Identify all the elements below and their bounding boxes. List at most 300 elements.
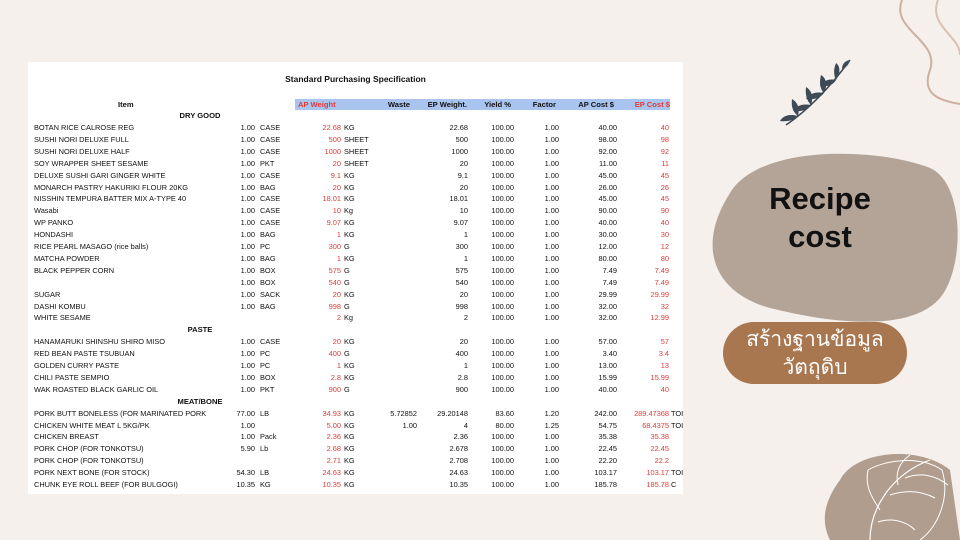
cell-factor: 1.20 bbox=[544, 408, 559, 418]
cell-qty: 1.00 bbox=[240, 253, 255, 263]
table-row bbox=[28, 241, 683, 253]
cell-epc: 40 bbox=[660, 123, 669, 132]
cell-epc: 57 bbox=[660, 337, 669, 347]
cell-unit: PC bbox=[260, 349, 271, 359]
cell-apw: 2.68 bbox=[326, 444, 341, 454]
monstera-leaf-decoration bbox=[810, 440, 960, 540]
heading-line-2: cost bbox=[788, 219, 852, 254]
cell-yield: 100.00 bbox=[491, 277, 514, 287]
table-row bbox=[28, 253, 683, 265]
cell-apw: 1 bbox=[336, 253, 341, 263]
cell-qty: 1.00 bbox=[240, 123, 255, 132]
cell-factor: 1.00 bbox=[544, 384, 559, 394]
cell-apw: 998 bbox=[328, 301, 341, 311]
cell-unit: CASE bbox=[260, 134, 281, 144]
cell-apu: KG bbox=[344, 420, 355, 430]
cell-name: MONARCH PASTRY HAKURIKI FLOUR 20KG bbox=[34, 182, 189, 192]
cell-apc: 11.00 bbox=[599, 158, 617, 168]
cell-factor: 1.00 bbox=[544, 301, 559, 311]
cell-factor: 1.00 bbox=[544, 456, 559, 466]
cell-apw: 20 bbox=[332, 158, 341, 168]
cell-apw: 34.93 bbox=[322, 408, 341, 418]
header-ep-weight: EP Weight. bbox=[410, 99, 468, 110]
cell-apw: 20 bbox=[332, 182, 341, 192]
cell-factor: 1.25 bbox=[544, 420, 559, 430]
cell-yield: 100.00 bbox=[491, 218, 514, 228]
cell-epw: 998 bbox=[455, 301, 468, 311]
cell-epc: 185.78 bbox=[646, 480, 669, 489]
cell-name: PORK CHOP (FOR TONKOTSU) bbox=[34, 444, 144, 454]
cell-epc: 40 bbox=[660, 384, 669, 394]
cell-factor: 1.00 bbox=[544, 372, 559, 382]
cell-apw: 20 bbox=[332, 337, 341, 347]
table-row bbox=[28, 360, 683, 372]
cell-factor: 1.00 bbox=[544, 182, 559, 192]
cell-epw: 2 bbox=[463, 313, 468, 323]
cell-qty: 1.00 bbox=[240, 372, 255, 382]
cell-epw: 18.01 bbox=[449, 194, 468, 204]
cell-apw: 500 bbox=[328, 134, 341, 144]
cell-epw: 20 bbox=[459, 337, 468, 347]
cell-apu: KG bbox=[344, 372, 355, 382]
cell-epw: 22.68 bbox=[449, 123, 468, 132]
table-row bbox=[28, 146, 683, 158]
cell-apw: 2.36 bbox=[326, 432, 341, 442]
cell-apc: 26.00 bbox=[598, 182, 617, 192]
cell-apc: 103.17 bbox=[594, 468, 617, 478]
cell-epc: 7.49 bbox=[654, 277, 669, 287]
cell-epc: 45 bbox=[660, 170, 669, 180]
cell-apu: KG bbox=[344, 468, 355, 478]
cell-yield: 100.00 bbox=[491, 444, 514, 454]
cell-unit: CASE bbox=[260, 194, 281, 204]
cell-epw: 20 bbox=[459, 158, 468, 168]
cell-epw: 1 bbox=[463, 253, 468, 263]
cell-apc: 32.00 bbox=[598, 301, 617, 311]
cell-yield: 100.00 bbox=[491, 456, 514, 466]
cell-qty: 54.30 bbox=[236, 468, 255, 478]
cell-apu: KG bbox=[344, 253, 355, 263]
cell-factor: 1.00 bbox=[544, 349, 559, 359]
section-meat: MEAT/BONE bbox=[177, 396, 223, 406]
cell-name: CHILI PASTE SEMPIO bbox=[34, 372, 110, 382]
cell-epw: 575 bbox=[455, 265, 468, 275]
cell-epw: 1 bbox=[463, 230, 468, 240]
cell-unit: Lb bbox=[260, 444, 269, 454]
cell-unit: BOX bbox=[260, 277, 276, 287]
cell-name: MATCHA POWDER bbox=[34, 253, 100, 263]
cell-epc: 13 bbox=[660, 361, 669, 370]
cell-apc: 57.00 bbox=[598, 337, 617, 347]
cell-factor: 1.00 bbox=[544, 230, 559, 240]
cell-apu: KG bbox=[344, 218, 355, 228]
table-row bbox=[28, 420, 683, 432]
cell-epc: 35.38 bbox=[650, 432, 669, 442]
cell-epc: 92 bbox=[660, 146, 669, 156]
cell-yield: 100.00 bbox=[491, 230, 514, 240]
cell-apu: KG bbox=[344, 194, 355, 204]
table-row bbox=[28, 455, 683, 467]
cell-factor: 1.00 bbox=[544, 444, 559, 454]
cell-apw: 2 bbox=[336, 313, 341, 323]
cell-apw: 22.68 bbox=[322, 123, 341, 132]
cell-apc: 3.40 bbox=[602, 349, 617, 359]
cell-epc: 80 bbox=[660, 253, 669, 263]
cell-unit: BAG bbox=[260, 230, 276, 240]
cell-name: PORK CHOP (FOR TONKOTSU) bbox=[34, 456, 144, 466]
cell-name: CHICKEN WHITE MEAT L 5KG/PK bbox=[34, 420, 150, 430]
cell-apw: 9.07 bbox=[326, 218, 341, 228]
cell-name: DELUXE SUSHI GARI GINGER WHITE bbox=[34, 170, 166, 180]
cell-factor: 1.00 bbox=[544, 123, 559, 132]
cell-apu: KG bbox=[344, 408, 355, 418]
cell-name: GOLDEN CURRY PASTE bbox=[34, 361, 120, 370]
header-ep-cost: EP Cost $ bbox=[614, 99, 670, 110]
cell-apu: G bbox=[344, 265, 350, 275]
cell-apw: 540 bbox=[328, 277, 341, 287]
table-row bbox=[28, 408, 683, 420]
cell-unit: CASE bbox=[260, 218, 281, 228]
cell-apw: 20 bbox=[332, 289, 341, 299]
cell-epw: 1 bbox=[463, 361, 468, 370]
cell-apc: 45.00 bbox=[598, 194, 617, 204]
cell-qty: 1.00 bbox=[240, 206, 255, 216]
cell-unit: CASE bbox=[260, 146, 281, 156]
leaf-branch-icon bbox=[778, 55, 858, 130]
cell-epw: 4 bbox=[463, 420, 468, 430]
cell-unit: BOX bbox=[260, 265, 276, 275]
cell-epc: 40 bbox=[660, 218, 669, 228]
cell-name: SUSHI NORI DELUXE FULL bbox=[34, 134, 129, 144]
cell-epc: 15.99 bbox=[650, 372, 669, 382]
cell-factor: 1.00 bbox=[544, 480, 559, 489]
table-row bbox=[28, 467, 683, 479]
cell-epw: 540 bbox=[455, 277, 468, 287]
cell-apc: 7.49 bbox=[602, 277, 617, 287]
cell-factor: 1.00 bbox=[544, 242, 559, 251]
cell-factor: 1.00 bbox=[544, 277, 559, 287]
cell-apc: 13.00 bbox=[598, 361, 617, 370]
cell-apu: KG bbox=[344, 123, 355, 132]
cell-qty: 1.00 bbox=[240, 182, 255, 192]
cell-apw: 1 bbox=[336, 230, 341, 240]
cell-epc: 12 bbox=[660, 242, 669, 251]
cell-apu: SHEET bbox=[344, 146, 369, 156]
cell-epc: 45 bbox=[660, 194, 669, 204]
cell-qty: 1.00 bbox=[240, 289, 255, 299]
pill-line-2: วัตถุดิบ bbox=[782, 356, 848, 379]
cell-apc: 32.00 bbox=[598, 313, 617, 323]
cell-yield: 100.00 bbox=[491, 146, 514, 156]
cell-factor: 1.00 bbox=[544, 265, 559, 275]
cell-factor: 1.00 bbox=[544, 289, 559, 299]
cell-yield: 100.00 bbox=[491, 158, 514, 168]
cell-qty: 5.90 bbox=[240, 444, 255, 454]
cell-apu: KG bbox=[344, 230, 355, 240]
spreadsheet bbox=[28, 62, 683, 494]
cell-yield: 100.00 bbox=[491, 372, 514, 382]
cell-yield: 100.00 bbox=[491, 194, 514, 204]
cell-yield: 100.00 bbox=[491, 480, 514, 489]
cell-name: WAK ROASTED BLACK GARLIC OIL bbox=[34, 384, 159, 394]
cell-qty: 1.00 bbox=[240, 361, 255, 370]
cell-qty: 1.00 bbox=[240, 158, 255, 168]
cell-name: DASHI KOMBU bbox=[34, 301, 86, 311]
cell-qty: 1.00 bbox=[240, 194, 255, 204]
cell-epc: 98 bbox=[660, 134, 669, 144]
cell-epw: 2.678 bbox=[449, 444, 468, 454]
cell-apc: 7.49 bbox=[602, 265, 617, 275]
header-item: Item bbox=[118, 100, 134, 109]
cell-yield: 100.00 bbox=[491, 265, 514, 275]
cell-apu: Kg bbox=[344, 313, 354, 323]
cell-yield: 100.00 bbox=[491, 313, 514, 323]
cell-apw: 18.01 bbox=[322, 194, 341, 204]
cell-epw: 20 bbox=[459, 289, 468, 299]
cell-name: PORK NEXT BONE (FOR STOCK) bbox=[34, 468, 150, 478]
cell-yield: 100.00 bbox=[491, 170, 514, 180]
cell-factor: 1.00 bbox=[544, 313, 559, 323]
cell-name: BLACK PEPPER CORN bbox=[34, 265, 115, 275]
cell-epc: 289.47368 bbox=[634, 408, 669, 418]
cell-yield: 100.00 bbox=[491, 253, 514, 263]
table-row bbox=[28, 170, 683, 182]
heading-line-1: Recipe bbox=[769, 181, 871, 216]
cell-apw: 10 bbox=[332, 206, 341, 216]
header-ap-cost: AP Cost $ bbox=[556, 99, 614, 110]
cell-apu: G bbox=[344, 242, 350, 251]
cell-factor: 1.00 bbox=[544, 170, 559, 180]
cell-apw: 575 bbox=[328, 265, 341, 275]
cell-epw: 900 bbox=[455, 384, 468, 394]
cell-apc: 40.00 bbox=[598, 218, 617, 228]
cell-factor: 1.00 bbox=[544, 206, 559, 216]
cell-apc: 40.00 bbox=[598, 123, 617, 132]
cell-apc: 22.45 bbox=[598, 444, 617, 454]
cell-epw: 300 bbox=[455, 242, 468, 251]
cell-yield: 100.00 bbox=[491, 349, 514, 359]
cell-apc: 29.99 bbox=[598, 289, 617, 299]
cell-yield: 83.60 bbox=[495, 408, 514, 418]
cell-qty: 1.00 bbox=[240, 170, 255, 180]
cell-epw: 10 bbox=[459, 206, 468, 216]
cell-apc: 22.20 bbox=[598, 456, 617, 466]
cell-unit: LB bbox=[260, 408, 270, 418]
cell-epw: 29.20148 bbox=[437, 408, 468, 418]
cell-yield: 100.00 bbox=[491, 289, 514, 299]
cell-name: SUSHI NORI DELUXE HALF bbox=[34, 146, 130, 156]
table-row bbox=[28, 289, 683, 301]
cell-apc: 40.00 bbox=[598, 384, 617, 394]
cell-yield: 100.00 bbox=[491, 182, 514, 192]
cell-apw: 900 bbox=[328, 384, 341, 394]
cell-name: PORK BUTT BONELESS (FOR MARINATED PORK bbox=[34, 408, 207, 418]
cell-yield: 100.00 bbox=[491, 134, 514, 144]
cell-epw: 10.35 bbox=[449, 480, 468, 489]
header-ap-weight: AP Weight bbox=[295, 99, 382, 110]
cell-yield: 100.00 bbox=[491, 123, 514, 132]
cell-unit: LB bbox=[260, 468, 270, 478]
cell-factor: 1.00 bbox=[544, 134, 559, 144]
pill-line-1: สร้างฐานข้อมูล bbox=[746, 328, 884, 351]
cell-unit: PC bbox=[260, 242, 271, 251]
table-row bbox=[28, 217, 683, 229]
cell-epw: 2.8 bbox=[457, 372, 468, 382]
cell-qty: 77.00 bbox=[236, 408, 255, 418]
cell-epc: 29.99 bbox=[650, 289, 669, 299]
recipe-cost-heading bbox=[720, 180, 920, 256]
cell-yield: 80.00 bbox=[495, 420, 514, 430]
cell-unit: CASE bbox=[260, 123, 281, 132]
table-row bbox=[28, 229, 683, 241]
cell-epw: 2.708 bbox=[449, 456, 468, 466]
cell-name: WP PANKO bbox=[34, 218, 74, 228]
cell-apw: 1000 bbox=[324, 146, 341, 156]
cell-unit: PKT bbox=[260, 158, 275, 168]
cell-apu: KG bbox=[344, 480, 355, 489]
header-yield: Yield % bbox=[468, 99, 511, 110]
cell-apw: 300 bbox=[328, 242, 341, 251]
table-row bbox=[28, 479, 683, 491]
cell-apw: 9.1 bbox=[330, 170, 341, 180]
cell-apc: 15.99 bbox=[598, 372, 617, 382]
cell-apw: 10.35 bbox=[322, 480, 341, 489]
cell-apu: KG bbox=[344, 289, 355, 299]
cell-apc: 35.38 bbox=[598, 432, 617, 442]
cell-qty: 10.35 bbox=[236, 480, 255, 489]
cell-waste: 1.00 bbox=[402, 420, 417, 430]
cell-qty: 1.00 bbox=[240, 384, 255, 394]
cell-qty: 1.00 bbox=[240, 301, 255, 311]
cell-epw: 500 bbox=[455, 134, 468, 144]
cell-apu: Kg bbox=[344, 206, 354, 216]
table-row bbox=[28, 431, 683, 443]
cell-unit: CASE bbox=[260, 170, 281, 180]
table-row bbox=[28, 336, 683, 348]
cell-epw: 1000 bbox=[451, 146, 468, 156]
cell-apw: 1 bbox=[336, 361, 341, 370]
cell-qty: 1.00 bbox=[240, 242, 255, 251]
cell-apu: G bbox=[344, 277, 350, 287]
table-row bbox=[28, 312, 683, 324]
section-dry-good: DRY GOOD bbox=[179, 111, 221, 120]
cell-qty: 1.00 bbox=[240, 146, 255, 156]
cell-factor: 1.00 bbox=[544, 194, 559, 204]
cell-epc: 90 bbox=[660, 206, 669, 216]
table-row bbox=[28, 372, 683, 384]
cell-epw: 9.1 bbox=[457, 170, 468, 180]
cell-apw: 24.63 bbox=[322, 468, 341, 478]
cell-name: SOY WRAPPER SHEET SESAME bbox=[34, 158, 149, 168]
cell-factor: 1.00 bbox=[544, 146, 559, 156]
cell-qty: 1.00 bbox=[240, 134, 255, 144]
cell-epc: 12.99 bbox=[650, 313, 669, 323]
cell-extra: C bbox=[671, 480, 677, 489]
cell-yield: 100.00 bbox=[491, 337, 514, 347]
cell-apu: KG bbox=[344, 170, 355, 180]
cell-apw: 400 bbox=[328, 349, 341, 359]
cell-apc: 30.00 bbox=[598, 230, 617, 240]
cell-name: RED BEAN PASTE TSUBUAN bbox=[34, 349, 135, 359]
cell-apc: 185.78 bbox=[594, 480, 617, 489]
cell-unit: CASE bbox=[260, 337, 281, 347]
table-row bbox=[28, 134, 683, 146]
table-row bbox=[28, 265, 683, 277]
cell-qty: 1.00 bbox=[240, 218, 255, 228]
cell-qty: 1.00 bbox=[240, 432, 255, 442]
cell-epc: 3.4 bbox=[658, 349, 669, 359]
decorative-swirl-lines bbox=[860, 0, 960, 110]
table-row bbox=[28, 301, 683, 313]
cell-extra: TOI bbox=[671, 468, 683, 478]
cell-apu: G bbox=[344, 301, 350, 311]
cell-name: HONDASHI bbox=[34, 230, 74, 240]
sheet-title: Standard Purchasing Specification bbox=[285, 74, 426, 84]
cell-apc: 12.00 bbox=[598, 242, 617, 251]
cell-factor: 1.00 bbox=[544, 337, 559, 347]
table-row bbox=[28, 193, 683, 205]
cell-apc: 80.00 bbox=[598, 253, 617, 263]
cell-unit: CASE bbox=[260, 206, 281, 216]
cell-apc: 54.75 bbox=[598, 420, 617, 430]
cell-apu: G bbox=[344, 349, 350, 359]
cell-yield: 100.00 bbox=[491, 361, 514, 370]
cell-factor: 1.00 bbox=[544, 361, 559, 370]
cell-unit: BOX bbox=[260, 372, 276, 382]
cell-apu: KG bbox=[344, 361, 355, 370]
cell-name: CHICKEN BREAST bbox=[34, 432, 99, 442]
table-row bbox=[28, 384, 683, 396]
cell-name: NISSHIN TEMPURA BATTER MIX A-TYPE 40 bbox=[34, 194, 187, 204]
cell-unit: BAG bbox=[260, 301, 276, 311]
cell-epc: 26 bbox=[660, 182, 669, 192]
cell-epw: 2.36 bbox=[453, 432, 468, 442]
cell-apc: 45.00 bbox=[598, 170, 617, 180]
cell-epc: 22.2 bbox=[654, 456, 669, 466]
cell-name: CHUNK EYE ROLL BEEF (FOR BULGOGI) bbox=[34, 480, 178, 489]
cell-apu: SHEET bbox=[344, 134, 369, 144]
cell-yield: 100.00 bbox=[491, 384, 514, 394]
cell-factor: 1.00 bbox=[544, 218, 559, 228]
cell-apu: G bbox=[344, 384, 350, 394]
table-row bbox=[28, 205, 683, 217]
cell-qty: 1.00 bbox=[240, 337, 255, 347]
cell-qty: 1.00 bbox=[240, 349, 255, 359]
cell-apc: 242.00 bbox=[594, 408, 617, 418]
cell-factor: 1.00 bbox=[544, 158, 559, 168]
cell-name: Wasabi bbox=[34, 206, 59, 216]
create-database-pill bbox=[723, 322, 907, 384]
cell-epc: 32 bbox=[660, 301, 669, 311]
cell-unit: Pack bbox=[260, 432, 277, 442]
cell-extra: TOI bbox=[671, 420, 683, 430]
cell-unit: KG bbox=[260, 480, 271, 489]
cell-epw: 20 bbox=[459, 182, 468, 192]
table-row bbox=[28, 277, 683, 289]
cell-apw: 2.71 bbox=[326, 456, 341, 466]
cell-epc: 30 bbox=[660, 230, 669, 240]
table-row bbox=[28, 122, 683, 134]
table-row bbox=[28, 158, 683, 170]
table-row bbox=[28, 348, 683, 360]
cell-name: SUGAR bbox=[34, 289, 61, 299]
cell-waste: 5.72852 bbox=[390, 408, 417, 418]
cell-epc: 103.17 bbox=[646, 468, 669, 478]
cell-apc: 92.00 bbox=[598, 146, 617, 156]
cell-apu: KG bbox=[344, 432, 355, 442]
cell-qty: 1.00 bbox=[240, 420, 255, 430]
cell-yield: 100.00 bbox=[491, 301, 514, 311]
